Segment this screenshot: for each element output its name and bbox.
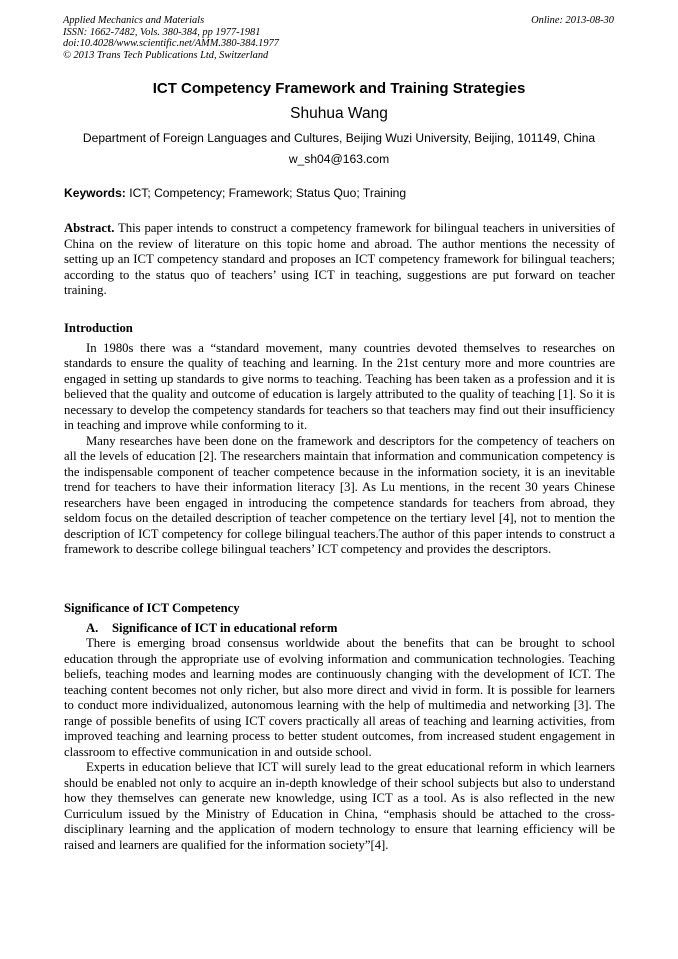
- subsection-heading: [64, 621, 615, 637]
- copyright-line: © 2013 Trans Tech Publications Ltd, Switzerland: [63, 49, 269, 61]
- journal-header: [63, 15, 279, 61]
- author-email: w_sh04@163.com: [288, 152, 390, 166]
- abstract-label: Abstract.: [64, 221, 115, 235]
- introduction-heading: Introduction: [64, 321, 133, 335]
- keywords-label: Keywords:: [64, 186, 126, 200]
- significance-section: [64, 601, 615, 853]
- doi-line: doi:10.4028/www.scientific.net/AMM.380-384.1977: [63, 38, 279, 50]
- introduction-section: [64, 321, 615, 558]
- keywords-text: ICT; Competency; Framework; Status Quo; Training: [129, 186, 407, 200]
- author-affiliation: Department of Foreign Languages and Cultures, Beijing Wuzi University, Beijing, 101149, China: [82, 131, 596, 145]
- journal-name: Applied Mechanics and Materials: [63, 15, 205, 26]
- issn-line: ISSN: 1662-7482, Vols. 380-384, pp 1977-1981: [63, 26, 261, 38]
- intro-paragraph-1: In 1980s there was a “standard movement, many countries devoted themselves to researches on standards to ensure the quality of teaching and learning. In the 21st century more and more countries are engaged in setting up standards to give norms to teaching. Teaching has been taken as a profession and it is believed that the quality and outcome of education is largely attributed to the quality of teaching [1]. So it is necessary to develop the competency standards for teachers so that teachers may find out their insufficiency in teaching and improve while conforming to it.: [64, 340, 615, 432]
- subsection-title: Significance of ICT in educational reform: [112, 620, 338, 635]
- paper-title: ICT Competency Framework and Training Strategies: [152, 80, 526, 97]
- abstract: [64, 221, 615, 299]
- abstract-text: This paper intends to construct a competency framework for bilingual teachers in universities of China on the review of literature on this topic home and abroad. The author mentions the necessity of setting up an ICT competency standard and proposes an ICT competency framework for bilingual teachers; according to the status quo of teachers’ using ICT in teaching, suggestions are put forward on teacher training.: [64, 221, 615, 297]
- keywords-line: [64, 186, 616, 201]
- significance-paragraph-1: There is emerging broad consensus worldwide about the benefits that can be brought to school education through the appropriate use of evolving information and communication technologies. Teaching beliefs, teaching modes and learning modes are continuously changing with the development of ICT. The teaching content becomes not only richer, but also more direct and vivid in form. It is possible for learners to conduct more individualized, autonomous learning with the help of multimedia and networking [3]. The range of possible benefits of using ICT covers practically all areas of teaching and learning activities, from improved teaching and learning process to better student outcomes, from increased student engagement in classroom to effective communication in and outside school.: [64, 636, 615, 759]
- author-name: Shuhua Wang: [290, 105, 388, 122]
- intro-paragraph-2: Many researches have been done on the framework and descriptors for the competency of teachers on all the levels of education [2]. The researchers maintain that information and communication competency is the indispensable component of teacher competence because in the information society, it is an inevitable trend for teachers to have their information literacy [3]. As Lu mentions, in the recent 30 years Chinese researchers have been engaged in introducing the competence standards for teachers from abroad, they seldom focus on the detailed description of teacher competence on the tertiary level [4], not to mention the description of ICT competency for college bilingual teachers.The author of this paper intends to construct a framework to describe college bilingual teachers’ ICT competency and provides the descriptors.: [64, 433, 615, 556]
- online-date: Online: 2013-08-30: [531, 15, 614, 26]
- subsection-letter: A.: [86, 620, 99, 635]
- significance-paragraph-2: Experts in education believe that ICT will surely lead to the great educational reform in which learners should be enabled not only to acquire an in-depth knowledge of their school subjects but also to understand how they themselves can generate new knowledge, using ICT as a tool. As is also reflected in the new Curriculum issued by the Ministry of Education in China, “emphasis should be attached to the cross-disciplinary learning and the application of modern technology to ensure that learning efficiency will be raised and learners are qualified for the information society”[4].: [64, 760, 615, 852]
- significance-heading: Significance of ICT Competency: [64, 601, 240, 615]
